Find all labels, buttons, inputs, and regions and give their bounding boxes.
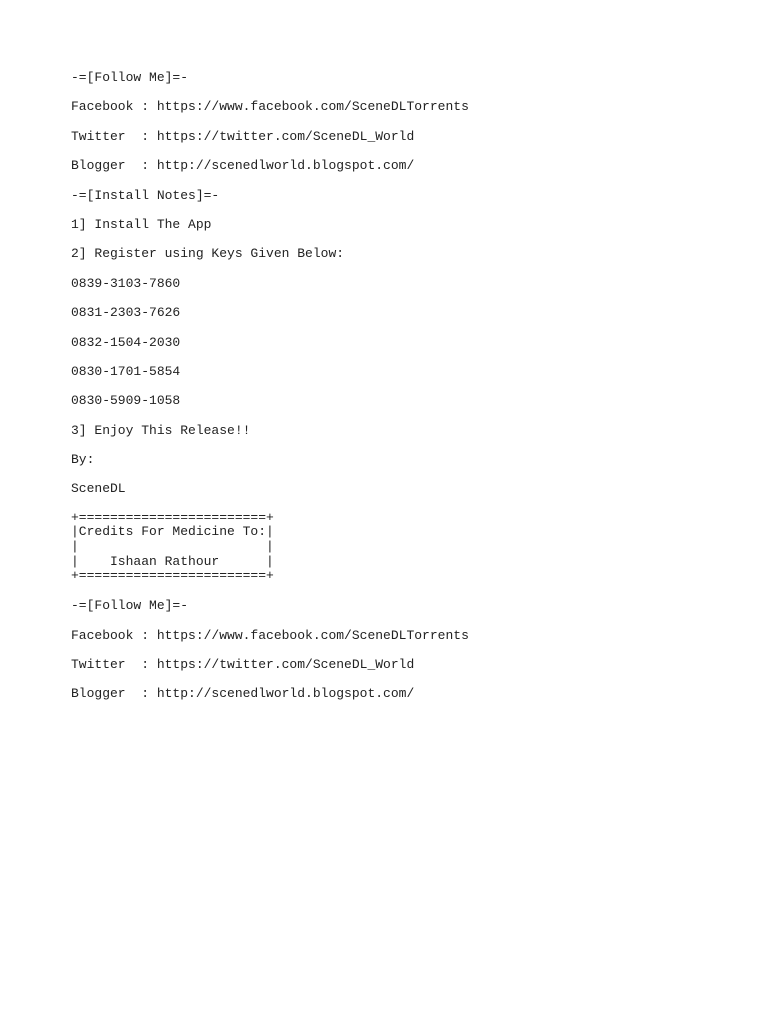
serial-key: 0830-5909-1058 [71, 393, 181, 409]
serial-key: 0832-1504-2030 [71, 334, 181, 350]
credits-box-name: | Ishaan Rathour | [71, 553, 274, 569]
blogger-link: Blogger : http://scenedlworld.blogspot.com/ [71, 158, 415, 174]
blogger-link: Blogger : http://scenedlworld.blogspot.com/ [71, 686, 415, 702]
credits-box [71, 511, 711, 584]
credits-box-border: +========================+ [71, 568, 274, 584]
credits-box-border: +========================+ [71, 509, 274, 525]
follow-me-header: -=[Follow Me]=- [71, 598, 189, 614]
group-name: SceneDL [71, 481, 126, 497]
credits-box-title: |Credits For Medicine To:| [71, 524, 274, 540]
install-notes-header: -=[Install Notes]=- [71, 187, 220, 203]
install-step-3: 3] Enjoy This Release!! [71, 422, 251, 438]
nfo-document [71, 70, 711, 716]
serial-key: 0831-2303-7626 [71, 305, 181, 321]
credits-box-spacer: | | [71, 539, 274, 555]
follow-me-header: -=[Follow Me]=- [71, 70, 189, 85]
by-label: By: [71, 452, 95, 468]
install-step-1: 1] Install The App [71, 216, 212, 232]
facebook-link: Facebook : https://www.facebook.com/SceneDLTorrents [71, 627, 469, 643]
facebook-link: Facebook : https://www.facebook.com/SceneDLTorrents [71, 99, 469, 115]
twitter-link: Twitter : https://twitter.com/SceneDL_World [71, 657, 415, 672]
install-step-2: 2] Register using Keys Given Below: [71, 246, 345, 262]
twitter-link: Twitter : https://twitter.com/SceneDL_World [71, 128, 415, 144]
serial-key: 0830-1701-5854 [71, 363, 181, 379]
serial-key: 0839-3103-7860 [71, 275, 181, 291]
